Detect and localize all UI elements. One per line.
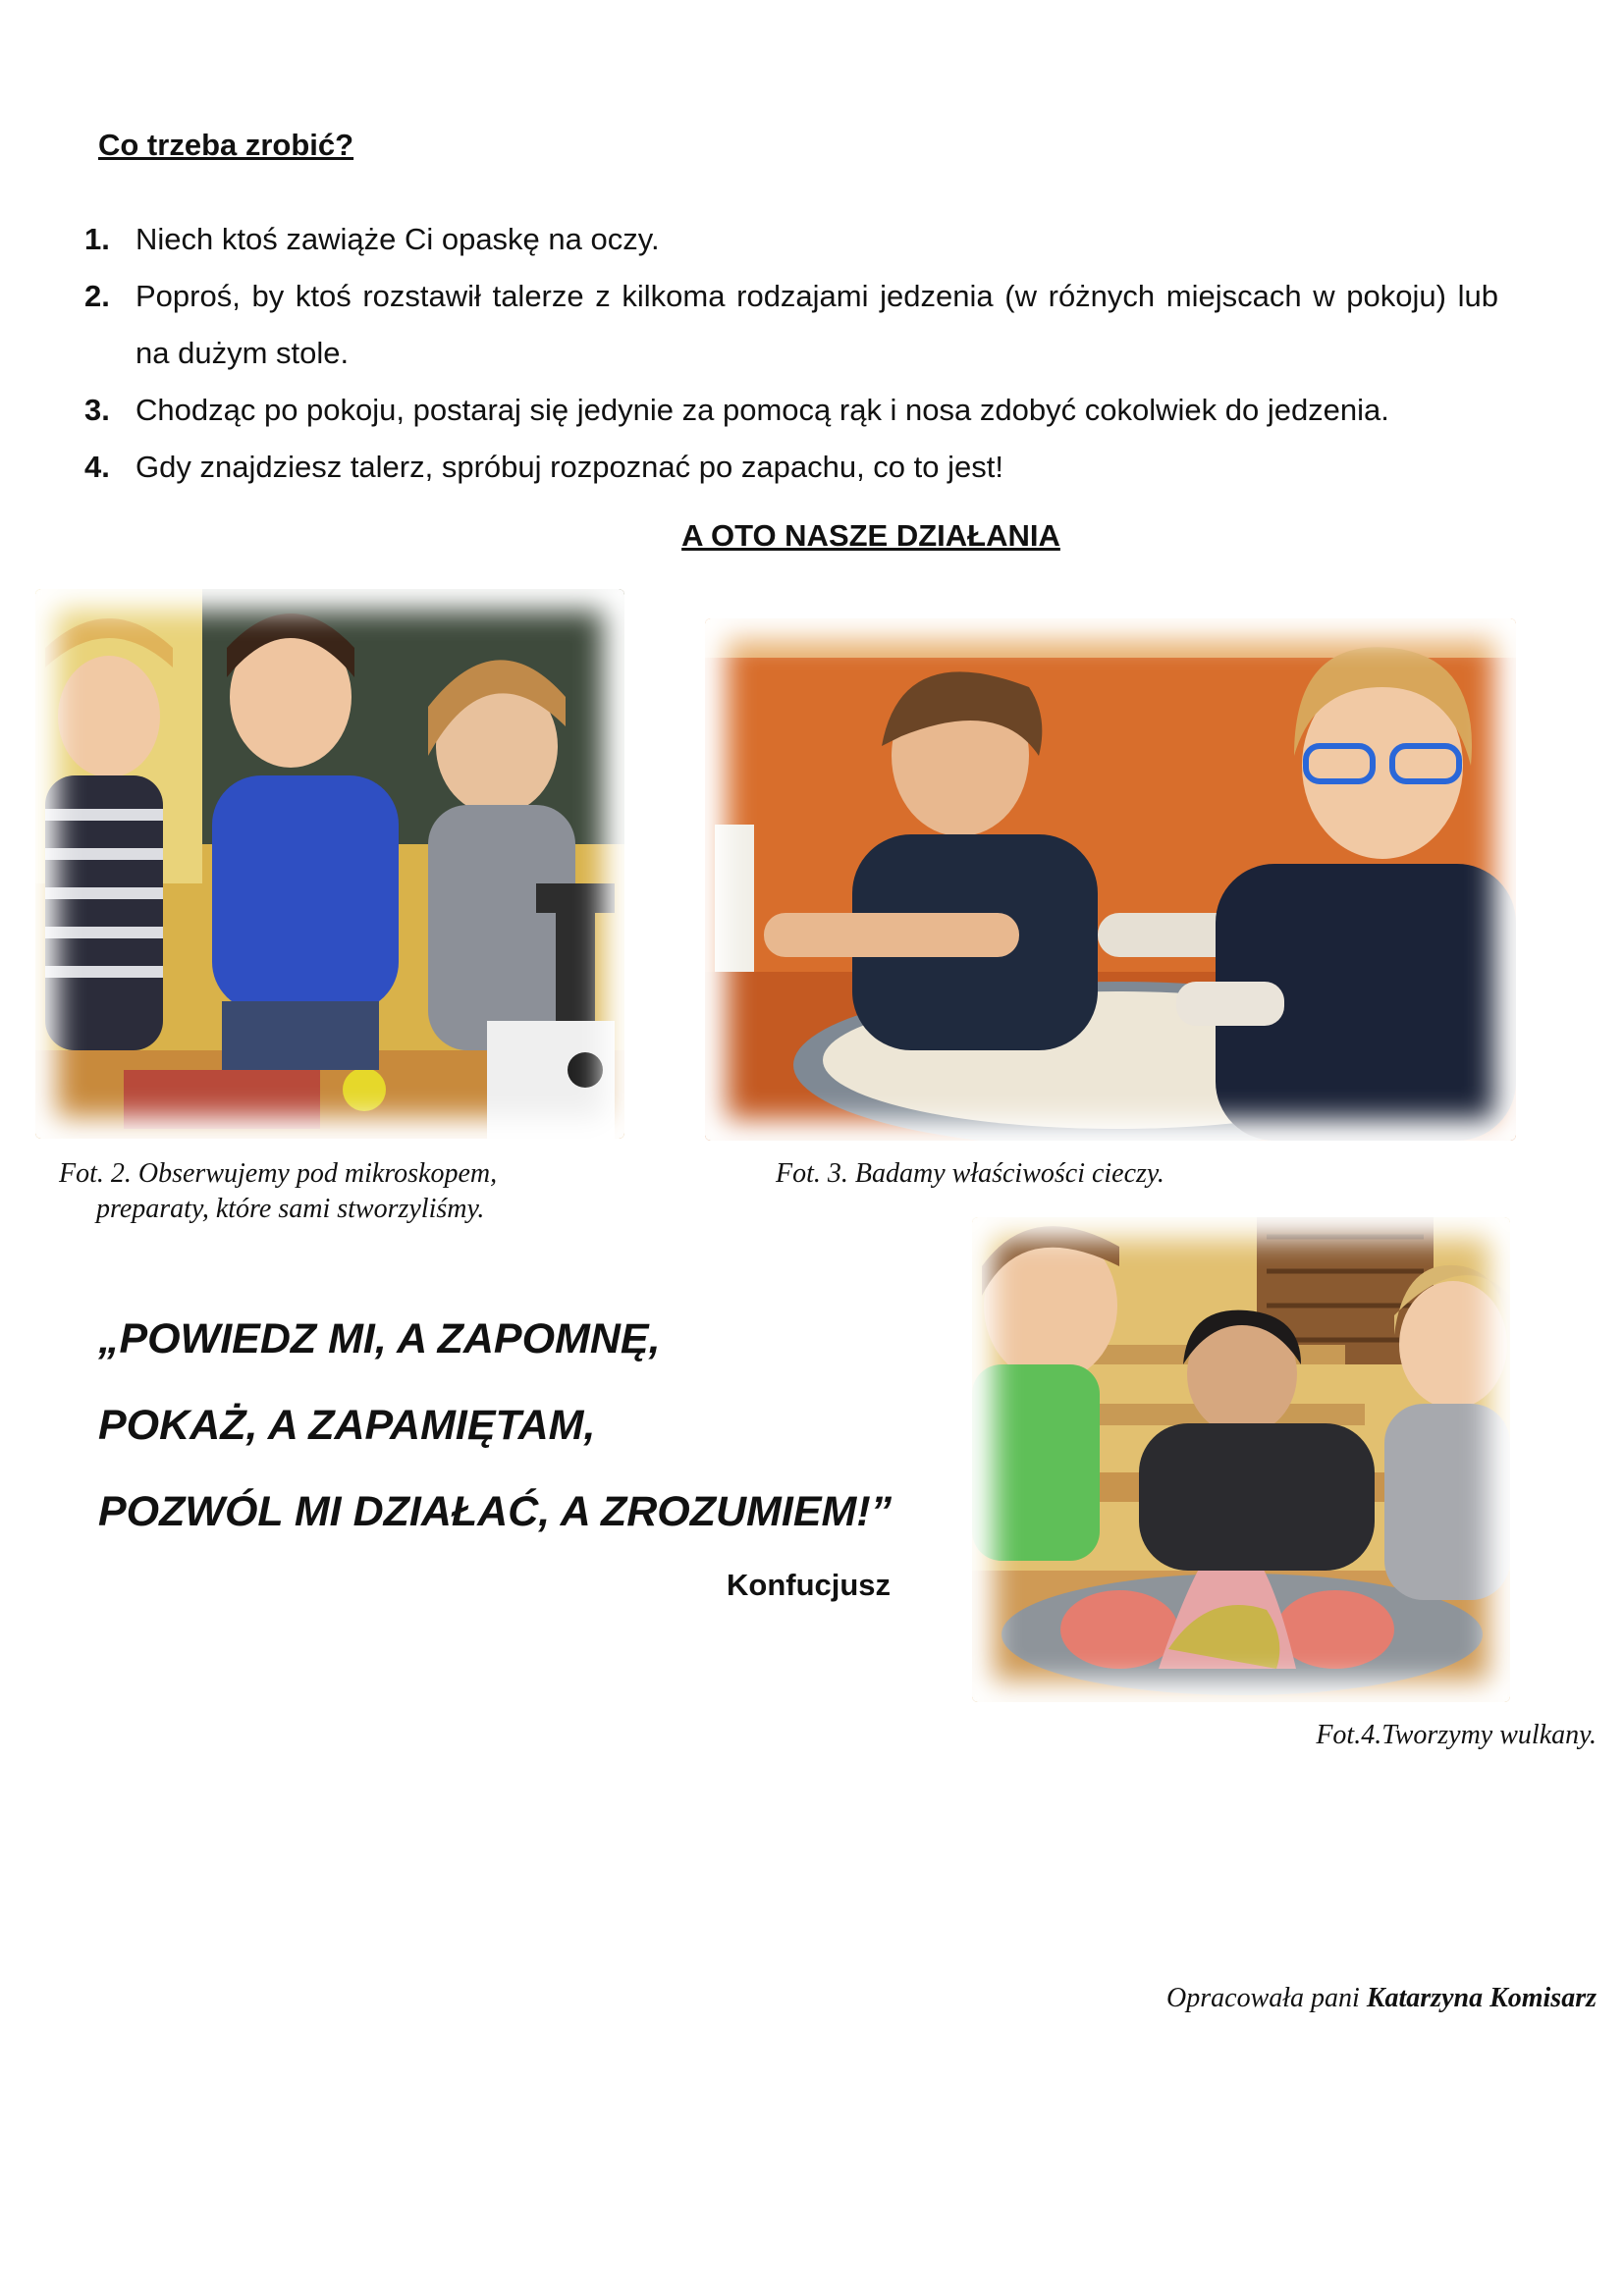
step-number: 3.	[84, 393, 110, 427]
photo-liquid	[705, 618, 1516, 1141]
list-item	[84, 382, 1498, 439]
photo-volcano-image	[972, 1217, 1510, 1702]
photo-microscope-image	[35, 589, 624, 1139]
step-text: Poproś, by ktoś rozstawił talerze z kilkoma rodzajami jedzenia (w różnych miejscach w pokoju) lub na dużym stole.	[135, 279, 1498, 370]
photo-volcano	[972, 1217, 1510, 1702]
caption-fot2	[59, 1156, 609, 1227]
caption-fot3: Fot. 3. Badamy właściwości cieczy.	[776, 1158, 1164, 1189]
caption-fot2-line1: Fot. 2. Obserwujemy pod mikroskopem,	[59, 1158, 498, 1189]
quote-line-1: „POWIEDZ MI, A ZAPOMNĘ,	[98, 1315, 661, 1362]
author-signature	[1166, 1983, 1597, 2014]
confucius-quote	[98, 1296, 892, 1555]
list-item	[84, 211, 1498, 268]
step-number: 1.	[84, 222, 110, 256]
section-title: A OTO NASZE DZIAŁANIA	[681, 518, 1060, 553]
photo-liquid-image	[705, 618, 1516, 1141]
step-text: Gdy znajdziesz talerz, spróbuj rozpoznać po zapachu, co to jest!	[135, 450, 1003, 484]
signature-prefix: Opracowała pani	[1166, 1983, 1367, 2013]
quote-author: Konfucjusz	[727, 1568, 892, 1602]
page-heading: Co trzeba zrobić?	[98, 128, 354, 162]
step-text: Niech ktoś zawiąże Ci opaskę na oczy.	[135, 222, 660, 256]
quote-line-3: POZWÓL MI DZIAŁAĆ, A ZROZUMIEM!”	[98, 1488, 893, 1535]
caption-fot4: Fot.4.Tworzymy wulkany.	[1316, 1720, 1597, 1750]
photo-microscope	[35, 589, 624, 1139]
step-number: 4.	[84, 450, 110, 484]
instructions-list	[84, 211, 1498, 496]
list-item	[84, 268, 1498, 382]
signature-name: Katarzyna Komisarz	[1366, 1983, 1597, 2013]
step-number: 2.	[84, 279, 110, 313]
caption-fot2-line2: preparaty, które sami stworzyliśmy.	[96, 1194, 485, 1224]
quote-line-2: POKAŻ, A ZAPAMIĘTAM,	[98, 1402, 596, 1449]
step-text: Chodząc po pokoju, postaraj się jedynie za pomocą rąk i nosa zdobyć cokolwiek do jedzenia.	[135, 393, 1389, 427]
list-item	[84, 439, 1498, 496]
